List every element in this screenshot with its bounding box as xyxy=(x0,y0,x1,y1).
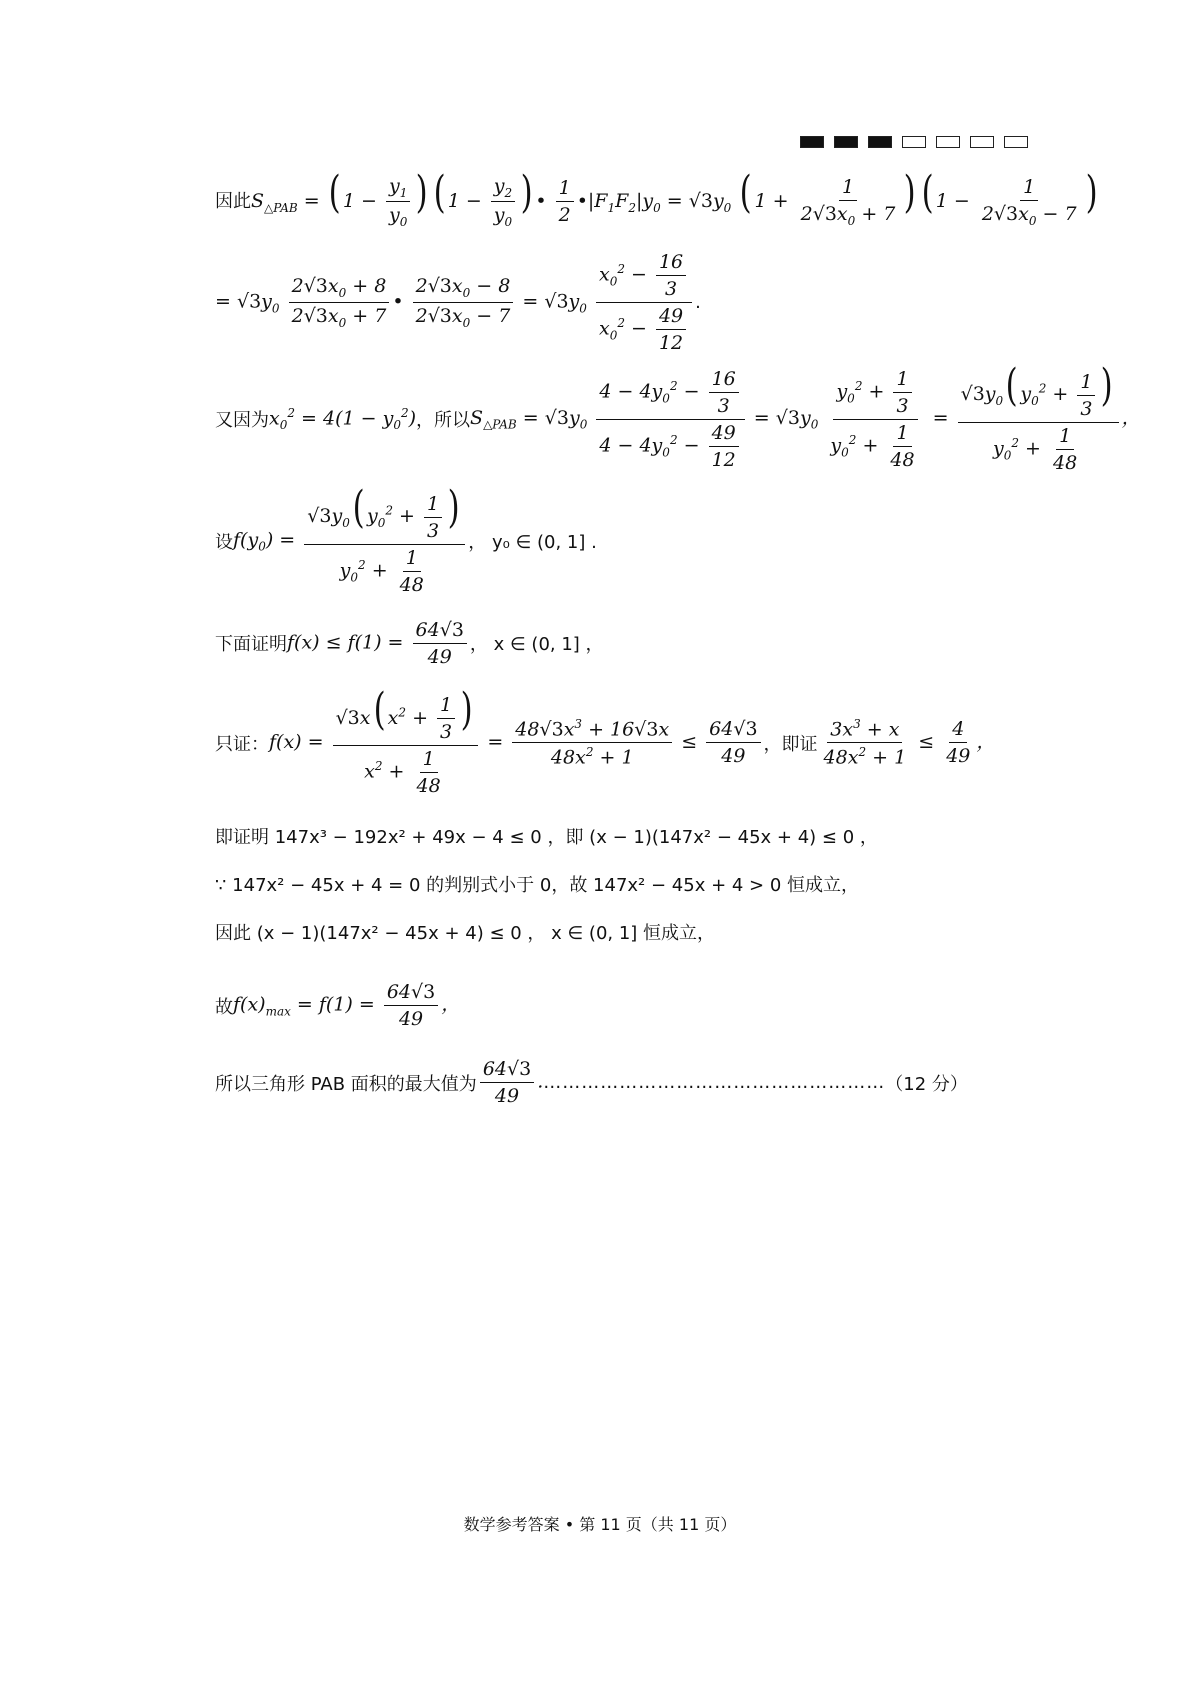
text-line-8 xyxy=(215,860,1065,908)
line-text: 因此 (x − 1)(147x² − 45x + 4) ≤ 0 ， x ∈ (0, 1] 恒成立， xyxy=(215,923,716,944)
solution-body xyxy=(215,165,1141,1110)
line-text: 即证明 147x³ − 192x² + 49x − 4 ≤ 0 ，即 (x − 1)(147x² − 45x + 4) ≤ 0 ， xyxy=(215,827,878,848)
progress-mark xyxy=(1004,136,1028,148)
progress-mark xyxy=(800,136,824,148)
line-prefix: 设 xyxy=(215,532,233,553)
line-mid: ，所以 xyxy=(416,410,471,431)
line-prefix: 只证： xyxy=(215,733,269,755)
progress-mark xyxy=(834,136,858,148)
text-line-7 xyxy=(215,812,1065,860)
formula-line-3 xyxy=(215,360,1141,474)
line-prefix: 又因为 xyxy=(215,410,269,431)
progress-marks xyxy=(800,136,1028,148)
text-line-9 xyxy=(215,908,1065,956)
formula: = $√3y_0$ $\frac{2√3x_0 + 8}{2√3x_0 + 7}$ • $\frac{2√3x_0 - 8}{2√3x_0 - 7}$ = $√3y_0$ $x_0^2$ − $\frac{16}{3}$ $x_0^2$ − $\frac{49}{12}$ xyxy=(215,251,695,354)
progress-mark xyxy=(936,136,960,148)
formula: $\frac{3x^3 + x}{48x^2 + 1}$ ≤ $\frac{4}{49}$ ， xyxy=(823,716,996,769)
progress-mark xyxy=(902,136,926,148)
formula-line-5 xyxy=(215,613,1065,673)
page-footer: 数学参考答案 • 第 11 页（共 11 页） xyxy=(463,1515,737,1534)
formula-line-4 xyxy=(215,482,1065,596)
progress-mark xyxy=(868,136,892,148)
formula: $f(y_0)$ = $√3y_0$( $y_0^2$ + $\frac{1}{3}$ ) $y_0^2$ + $\frac{1}{48}$ xyxy=(233,486,468,596)
formula: f(x) ≤ f(1) = $\frac{64√3}{49}$ xyxy=(287,619,470,668)
formula-line-11 xyxy=(215,1055,1065,1110)
formula: $f(x)_{max} = f(1)$ = $\frac{64√3}{49}$ ， xyxy=(233,981,461,1030)
formula-line-10 xyxy=(215,978,1065,1033)
line-text: ∵ 147x² − 45x + 4 = 0 的判别式小于 0，故 147x² − 45x + 4 > 0 恒成立， xyxy=(215,875,860,896)
line-mid: ，即证 xyxy=(763,733,818,755)
formula: $x_0^2 = 4(1 - y_0^2)$ xyxy=(269,405,417,433)
dot-leader: ……………………………………………… xyxy=(543,1072,886,1093)
formula-line-6 xyxy=(215,683,1065,798)
line-prefix: 因此 xyxy=(215,191,251,212)
line-domain: ， y₀ ∈ (0, 1] . xyxy=(468,532,597,553)
progress-mark xyxy=(970,136,994,148)
line-prefix: 下面证明 xyxy=(215,634,287,655)
formula: f(x) = √3x( $x^2$ + $\frac{1}{3}$ ) $x^2$ + $\frac{1}{48}$ = $\frac{48√3x^3 + 16√3x}{48x^2 + 1}$ ≤ $\frac{64√3}{49}$ xyxy=(269,688,764,798)
formula: $\frac{64√3}{49}$ . xyxy=(477,1058,543,1107)
formula: $S_{\triangle PAB} = √3y_0$ $4 - 4y_0^2$ − $\frac{16}{3}$ $4 - 4y_0^2$ − $\frac{49}{12}$ = $√3y_0$ $y_0^2$ + $\frac{1}{3}$ $y_0^2$ + $\frac{1}{48}$ = $√3y_0$( $y_0^2$ + $\frac{1}{3}$ ) $y_0^2$ + $\frac{1}{48}$ ， xyxy=(470,360,1141,474)
line-domain: ， x ∈ (0, 1] ， xyxy=(469,634,604,655)
line-tail: . xyxy=(695,291,701,313)
score: （12 分） xyxy=(885,1073,968,1095)
formula: $S_{\triangle PAB}$ = ( 1 − $\frac{y_1}{y_0}$ ) ( 1 − $\frac{y_2}{y_0}$ ) • $\frac{1}{2}$ $•|F_1F_2|y_0 = √3y_0$ ( 1 + $\frac{1}{2√3x_0 + 7}$ ) ( 1 − $\frac{1}{2√3x_0 - 7}$ ) xyxy=(251,166,1098,230)
line-prefix: 故 xyxy=(215,996,233,1018)
line-prefix: 所以三角形 PAB 面积的最大值为 xyxy=(215,1073,477,1095)
formula-line-1 xyxy=(215,165,1098,235)
formula-line-2 xyxy=(215,250,1065,354)
